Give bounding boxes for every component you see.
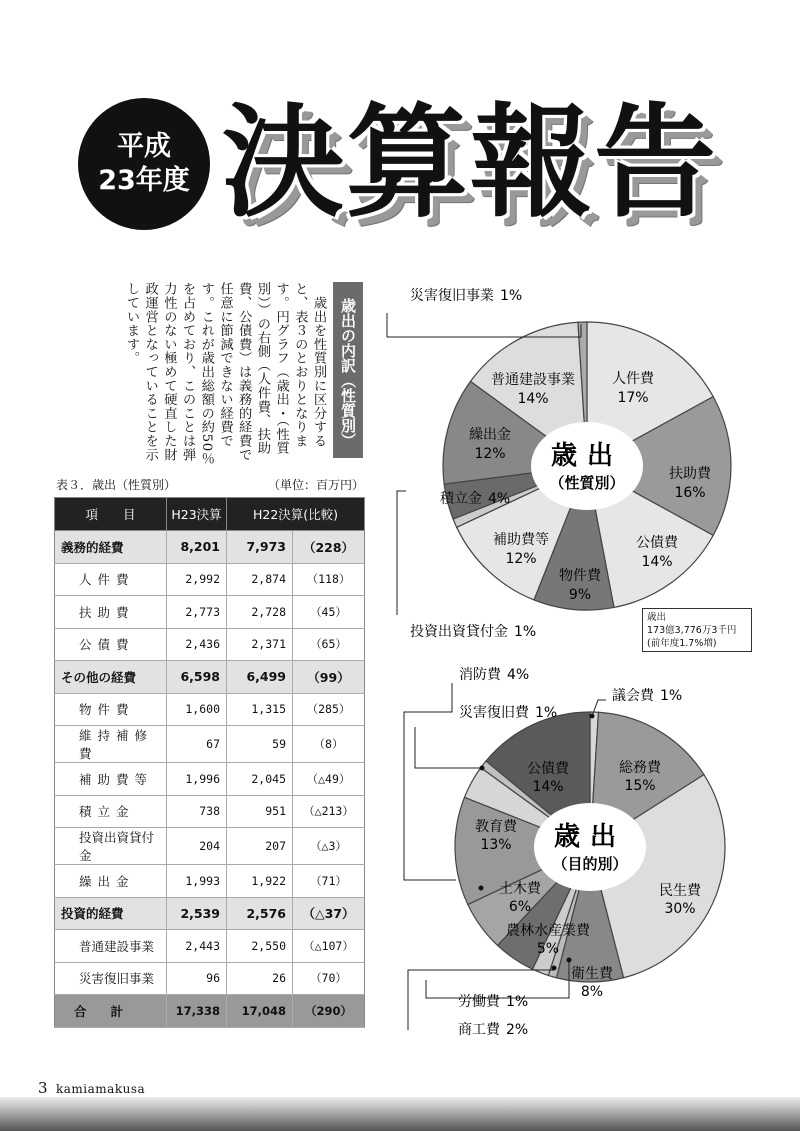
row-h23: 1,993 [167, 865, 227, 898]
slice-label: 投資出資貸付金 [410, 624, 508, 640]
slice-value: 1% [500, 288, 523, 304]
slice-value: 9% [568, 587, 592, 603]
pie-title: 歳出 [553, 822, 627, 852]
slice-label: 繰出金 [469, 427, 511, 443]
row-h22: 2,045 [227, 763, 293, 796]
row-label: 災害復旧事業 [55, 962, 167, 995]
pie-subtitle: （目的別） [552, 855, 628, 873]
slice-label: 総務費 [619, 760, 661, 776]
slice-value: 6% [508, 899, 532, 915]
publication-name: kamiamakusa [56, 1082, 146, 1096]
row-h23: 1,996 [167, 763, 227, 796]
row-compare: （228） [293, 531, 365, 564]
slice-value: 8% [580, 984, 604, 1000]
row-h22: 2,874 [227, 563, 293, 596]
leader-line [397, 491, 406, 615]
leader-dot [480, 766, 485, 771]
row-compare: （8） [293, 726, 365, 763]
pie-subtitle: （性質別） [549, 474, 625, 492]
slice-value: 1% [514, 624, 537, 640]
leader-dot [590, 714, 595, 719]
leader-dot [552, 966, 557, 971]
row-compare: （△3） [293, 828, 365, 865]
row-label: 繰出金 [55, 865, 167, 898]
slice-label: 扶助費 [669, 466, 711, 482]
row-compare: （285） [293, 693, 365, 726]
badge-era: 平成 [117, 131, 171, 162]
header-item: 項 目 [55, 498, 167, 531]
row-h23: 67 [167, 726, 227, 763]
slice-value: 4% [507, 667, 530, 683]
row-h23: 8,201 [167, 531, 227, 564]
row-compare: （70） [293, 962, 365, 995]
page-number: 3 [38, 1079, 48, 1097]
note-amount: 173億3,776万3千円 [647, 625, 737, 636]
row-h23: 738 [167, 795, 227, 828]
row-h22: 2,550 [227, 930, 293, 963]
row-h23: 2,436 [167, 628, 227, 661]
total-note [642, 608, 752, 652]
slice-value: 16% [674, 485, 706, 501]
slice-label: 農林水産業費 [506, 923, 590, 939]
row-compare: （65） [293, 628, 365, 661]
row-compare: （△213） [293, 795, 365, 828]
row-h22: 7,973 [227, 531, 293, 564]
row-h23: 2,992 [167, 563, 227, 596]
row-compare: （△107） [293, 930, 365, 963]
leader-dot [567, 958, 572, 963]
slice-value: 13% [480, 837, 512, 853]
intro-paragraph: 歳出を性質別に区分すると、表３のとおりとなります。円グラフ（歳出・（性質別））の右側（人件費、扶助費、公債費）は義務的経費で任意に節減できない経費です。これが歳出総額の約50％を占めており、このことは弾力性のない極めて硬直した財政運営となっていることを示しています。 [123, 282, 326, 466]
row-h22: 2,576 [227, 897, 293, 930]
slice-label: 物件費 [559, 568, 601, 584]
slice-value: 5% [536, 941, 560, 957]
row-label: 積立金 [55, 795, 167, 828]
slice-value: 12% [474, 446, 506, 462]
row-label: 義務的経費 [55, 531, 167, 564]
row-label: 補助費等 [55, 763, 167, 796]
row-label: 人件費 [55, 563, 167, 596]
slice-label: 消防費 [459, 667, 501, 683]
row-h22: 17,048 [227, 995, 293, 1028]
row-compare: （△37） [293, 897, 365, 930]
table-unit: （単位：百万円） [267, 478, 364, 492]
row-compare: （45） [293, 596, 365, 629]
slice-label: 議会費 [612, 688, 654, 704]
slice-label: 公債費 [636, 535, 678, 551]
slice-label: 労働費 [458, 994, 500, 1010]
row-h22: 207 [227, 828, 293, 865]
slice-label: 民生費 [659, 883, 701, 899]
row-compare: （△49） [293, 763, 365, 796]
slice-value: 1% [506, 994, 529, 1010]
pie-title: 歳出 [550, 441, 624, 471]
slice-label: 土木費 [499, 881, 541, 897]
slice-value: 14% [532, 779, 564, 795]
slice-label: 災害復旧事業 [410, 288, 494, 304]
row-h23: 2,539 [167, 897, 227, 930]
slice-label: 災害復旧費 [459, 705, 529, 721]
header-h23: H23決算 [167, 498, 227, 531]
row-h22: 2,371 [227, 628, 293, 661]
slice-value: 12% [505, 551, 537, 567]
note-title: 歳出 [647, 612, 667, 623]
footer-bar [0, 1097, 800, 1131]
slice-value: 14% [641, 554, 673, 570]
row-label: 扶助費 [55, 596, 167, 629]
row-h23: 1,600 [167, 693, 227, 726]
leader-line [415, 727, 480, 768]
slice-label: 積立金 [440, 491, 482, 507]
leader-dot [479, 886, 484, 891]
row-label: 普通建設事業 [55, 930, 167, 963]
row-label: 合計 [55, 995, 167, 1028]
row-h23: 96 [167, 962, 227, 995]
row-compare: （118） [293, 563, 365, 596]
row-label: 公債費 [55, 628, 167, 661]
row-h22: 2,728 [227, 596, 293, 629]
slice-label: 補助費等 [493, 532, 549, 548]
row-h23: 2,773 [167, 596, 227, 629]
section-heading: 歳出の内訳（性質別） [333, 282, 363, 458]
row-h22: 1,922 [227, 865, 293, 898]
slice-label: 人件費 [612, 371, 654, 387]
note-change: (前年度1.7%増) [647, 638, 717, 649]
row-h23: 6,598 [167, 661, 227, 694]
row-label: 物件費 [55, 693, 167, 726]
slice-label: 教育費 [475, 819, 517, 835]
row-label: 投資的経費 [55, 897, 167, 930]
row-label: 投資出資貸付金 [55, 828, 167, 865]
leader-line [404, 683, 456, 880]
slice-value: 15% [624, 778, 656, 794]
slice-label: 普通建設事業 [491, 372, 575, 388]
row-h23: 17,338 [167, 995, 227, 1028]
slice-label: 衛生費 [571, 966, 613, 982]
slice-value: 17% [617, 390, 649, 406]
row-compare: （99） [293, 661, 365, 694]
row-h23: 2,443 [167, 930, 227, 963]
row-h22: 951 [227, 795, 293, 828]
slice-label: 商工費 [458, 1022, 500, 1038]
row-h22: 6,499 [227, 661, 293, 694]
row-label: その他の経費 [55, 661, 167, 694]
slice-value: 30% [664, 901, 696, 917]
row-h22: 26 [227, 962, 293, 995]
table-title: 表３．歳出（性質別） [56, 478, 177, 492]
row-compare: （71） [293, 865, 365, 898]
slice-value: 4% [488, 491, 511, 507]
slice-value: 14% [517, 391, 549, 407]
slice-label: 公債費 [527, 761, 569, 777]
slice-value: 2% [506, 1022, 529, 1038]
slice-value: 1% [535, 705, 558, 721]
row-h23: 204 [167, 828, 227, 865]
header-h22: H22決算(比較) [227, 498, 365, 531]
row-h22: 59 [227, 726, 293, 763]
row-label: 維持補修費 [55, 726, 167, 763]
row-compare: （290） [293, 995, 365, 1028]
page-title: 決算報告 [222, 90, 718, 234]
badge-year: 23年度 [98, 165, 190, 196]
slice-value: 1% [660, 688, 683, 704]
row-h22: 1,315 [227, 693, 293, 726]
